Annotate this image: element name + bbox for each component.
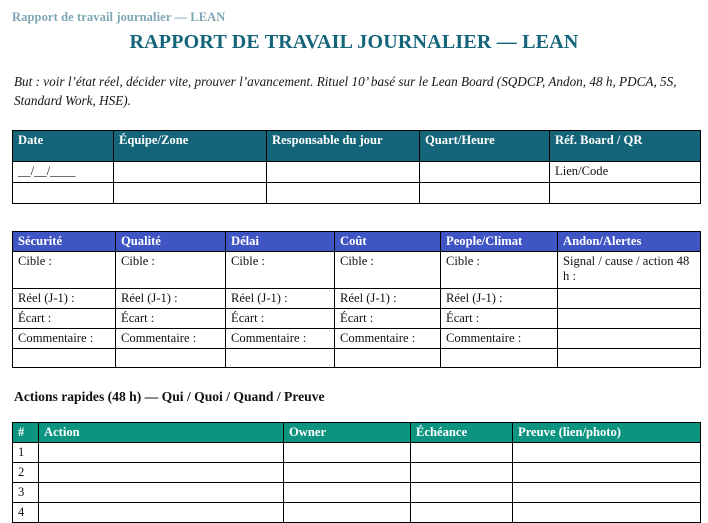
cell-qualite-cible[interactable]: Cible : xyxy=(116,252,226,289)
cell-action-echeance-2[interactable] xyxy=(411,463,513,483)
cell-cout-ecart[interactable]: Écart : xyxy=(335,309,441,329)
cell-qualite-reel[interactable]: Réel (J-1) : xyxy=(116,289,226,309)
cell-delai-ecart[interactable]: Écart : xyxy=(226,309,335,329)
actions-section-heading: Actions rapides (48 h) — Qui / Quoi / Quand / Preuve xyxy=(14,389,325,404)
cell-cout-reel[interactable]: Réel (J-1) : xyxy=(335,289,441,309)
column-header-owner: Owner xyxy=(284,423,411,443)
cell-action-index-4: 4 xyxy=(13,503,39,523)
cell-qualite-empty[interactable] xyxy=(116,349,226,368)
cell-action-owner-2[interactable] xyxy=(284,463,411,483)
cell-securite-cible[interactable]: Cible : xyxy=(13,252,116,289)
column-header-number: # xyxy=(13,423,39,443)
cell-date-value[interactable]: __/__/____ xyxy=(13,162,114,183)
cell-andon-signal[interactable]: Signal / cause / action 48 h : xyxy=(558,252,701,289)
table-row xyxy=(13,443,701,463)
table-header-row xyxy=(13,131,701,162)
cell-securite-empty[interactable] xyxy=(13,349,116,368)
cell-action-echeance-4[interactable] xyxy=(411,503,513,523)
column-header-responsable-du-jour: Responsable du jour xyxy=(267,131,420,162)
column-header-action: Action xyxy=(39,423,284,443)
cell-cout-commentaire[interactable]: Commentaire : xyxy=(335,329,441,349)
table-header-row xyxy=(13,423,701,443)
cell-equipe-zone-value-2[interactable] xyxy=(114,183,267,204)
column-header-securite: Sécurité xyxy=(13,232,116,252)
cell-qualite-commentaire[interactable]: Commentaire : xyxy=(116,329,226,349)
cell-people-commentaire[interactable]: Commentaire : xyxy=(441,329,558,349)
cell-delai-cible[interactable]: Cible : xyxy=(226,252,335,289)
column-header-quart-heure: Quart/Heure xyxy=(420,131,550,162)
table-row-ecart xyxy=(13,309,701,329)
table-row-commentaire xyxy=(13,329,701,349)
cell-action-echeance-3[interactable] xyxy=(411,483,513,503)
cell-action-index-3: 3 xyxy=(13,483,39,503)
table-row-empty xyxy=(13,349,701,368)
cell-delai-reel[interactable]: Réel (J-1) : xyxy=(226,289,335,309)
cell-equipe-zone-value[interactable] xyxy=(114,162,267,183)
column-header-cout: Coût xyxy=(335,232,441,252)
cell-qualite-ecart[interactable]: Écart : xyxy=(116,309,226,329)
actions-table xyxy=(12,422,701,523)
cell-action-preuve-4[interactable] xyxy=(513,503,701,523)
cell-action-index-1: 1 xyxy=(13,443,39,463)
identification-table xyxy=(12,130,701,204)
cell-action-preuve-2[interactable] xyxy=(513,463,701,483)
cell-andon-empty[interactable] xyxy=(558,349,701,368)
cell-securite-reel[interactable]: Réel (J-1) : xyxy=(13,289,116,309)
cell-action-desc-1[interactable] xyxy=(39,443,284,463)
cell-people-ecart[interactable]: Écart : xyxy=(441,309,558,329)
cell-responsable-value-2[interactable] xyxy=(267,183,420,204)
column-header-people-climat: People/Climat xyxy=(441,232,558,252)
cell-securite-commentaire[interactable]: Commentaire : xyxy=(13,329,116,349)
column-header-delai: Délai xyxy=(226,232,335,252)
cell-action-echeance-1[interactable] xyxy=(411,443,513,463)
cell-action-preuve-1[interactable] xyxy=(513,443,701,463)
sqdcp-table xyxy=(12,231,701,368)
page-title: RAPPORT DE TRAVAIL JOURNALIER — LEAN xyxy=(129,31,579,53)
table-header-row xyxy=(13,232,701,252)
table-row xyxy=(13,463,701,483)
cell-action-preuve-3[interactable] xyxy=(513,483,701,503)
cell-delai-commentaire[interactable]: Commentaire : xyxy=(226,329,335,349)
cell-cout-empty[interactable] xyxy=(335,349,441,368)
cell-andon-commentaire[interactable] xyxy=(558,329,701,349)
cell-ref-board-value[interactable]: Lien/Code xyxy=(550,162,701,183)
column-header-ref-board-qr: Réf. Board / QR xyxy=(550,131,701,162)
cell-action-desc-2[interactable] xyxy=(39,463,284,483)
cell-delai-empty[interactable] xyxy=(226,349,335,368)
cell-ref-board-value-2[interactable] xyxy=(550,183,701,204)
column-header-andon-alertes: Andon/Alertes xyxy=(558,232,701,252)
table-row xyxy=(13,483,701,503)
cell-action-owner-1[interactable] xyxy=(284,443,411,463)
cell-andon-reel[interactable] xyxy=(558,289,701,309)
cell-quart-heure-value-2[interactable] xyxy=(420,183,550,204)
cell-action-desc-3[interactable] xyxy=(39,483,284,503)
table-row xyxy=(13,503,701,523)
column-header-echeance: Échéance xyxy=(411,423,513,443)
column-header-preuve: Preuve (lien/photo) xyxy=(513,423,701,443)
cell-date-value-2[interactable] xyxy=(13,183,114,204)
cell-action-owner-4[interactable] xyxy=(284,503,411,523)
cell-andon-ecart[interactable] xyxy=(558,309,701,329)
column-header-equipe-zone: Équipe/Zone xyxy=(114,131,267,162)
cell-people-reel[interactable]: Réel (J-1) : xyxy=(441,289,558,309)
table-row-cible xyxy=(13,252,701,289)
table-row xyxy=(13,183,701,204)
cell-action-owner-3[interactable] xyxy=(284,483,411,503)
breadcrumb: Rapport de travail journalier — LEAN xyxy=(12,10,226,24)
intro-paragraph: But : voir l’état réel, décider vite, prouver l’avancement. Rituel 10’ basé sur le Lean Board (SQDCP, Andon, 48 h, PDCA, 5S, Standard Work, HSE). xyxy=(14,74,677,108)
cell-action-desc-4[interactable] xyxy=(39,503,284,523)
table-row-reel xyxy=(13,289,701,309)
cell-securite-ecart[interactable]: Écart : xyxy=(13,309,116,329)
cell-people-cible[interactable]: Cible : xyxy=(441,252,558,289)
column-header-qualite: Qualité xyxy=(116,232,226,252)
cell-cout-cible[interactable]: Cible : xyxy=(335,252,441,289)
cell-quart-heure-value[interactable] xyxy=(420,162,550,183)
table-row xyxy=(13,162,701,183)
column-header-date: Date xyxy=(13,131,114,162)
cell-action-index-2: 2 xyxy=(13,463,39,483)
cell-people-empty[interactable] xyxy=(441,349,558,368)
cell-responsable-value[interactable] xyxy=(267,162,420,183)
